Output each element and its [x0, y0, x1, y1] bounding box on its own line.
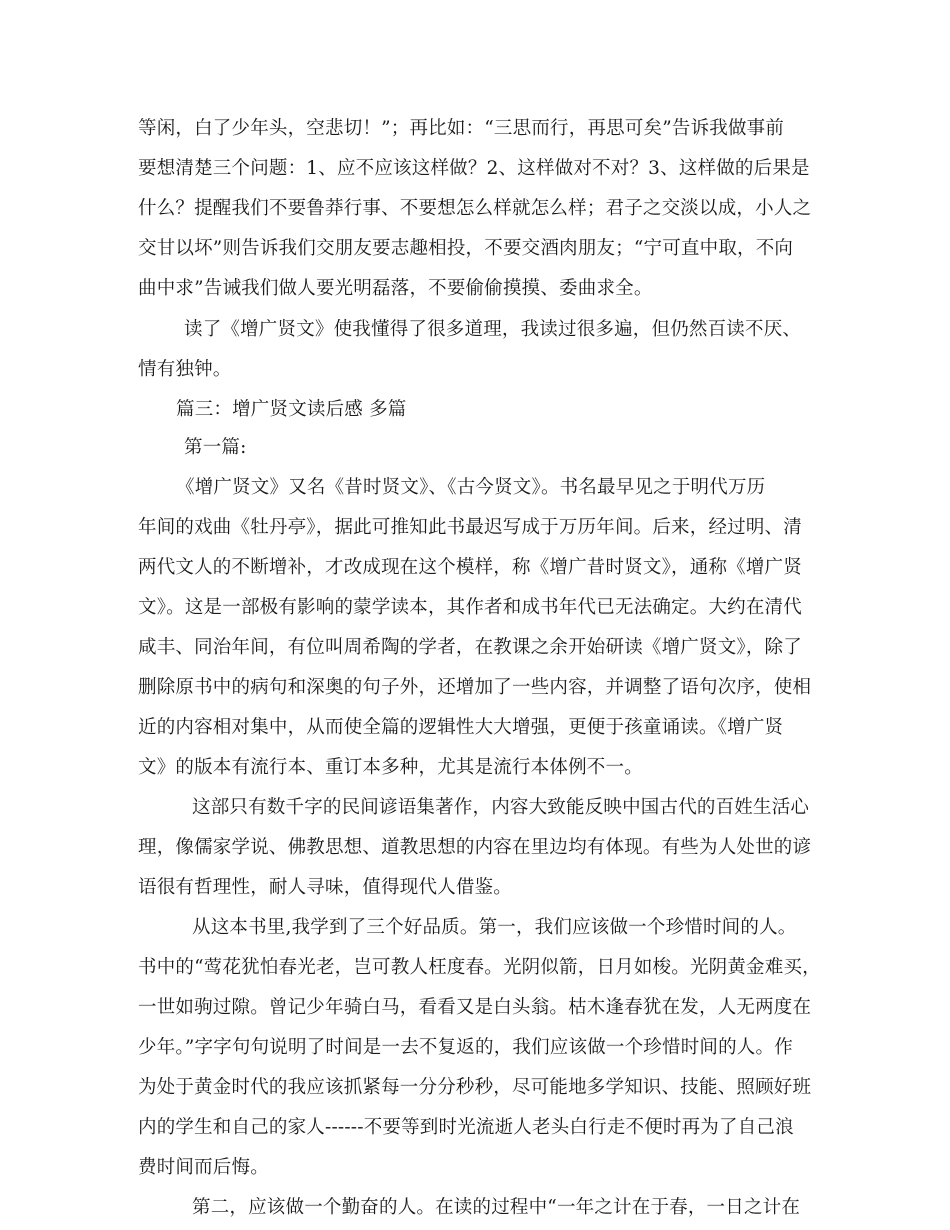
text-line: 语很有哲理性，耐人寻味，值得现代人借鉴。	[138, 877, 513, 898]
text-line: 咸丰、同治年间，有位叫周希陶的学者，在教课之余开始研读《增广贤文》，除了	[138, 637, 802, 658]
text-line: 等闲，白了少年头，空悲切！”；再比如：“三思而行，再思可矣”告诉我做事前	[138, 118, 785, 139]
paragraph-start-line: 《增广贤文》又名《昔时贤文》、《古今贤文》。书名最早见之于明代万历	[176, 477, 766, 498]
text-line: 文》的版本有流行本、重订本多种，尤其是流行本体例不一。	[138, 757, 643, 778]
paragraph-start-line: 从这本书里,我学到了三个好品质。第一，我们应该做一个珍惜时间的人。	[192, 917, 797, 938]
sub-heading: 第一篇:	[184, 437, 247, 458]
text-line: 删除原书中的病句和深奥的句子外，还增加了一些内容，并调整了语句次序，使相	[138, 677, 812, 698]
text-line: 理，像儒家学说、佛教思想、道教思想的内容在里边均有体现。有些为人处世的谚	[138, 837, 812, 858]
section-heading: 篇三：增广贤文读后感 多篇	[176, 399, 407, 420]
text-line: 费时间而后悔。	[138, 1157, 269, 1178]
text-line: 要想清楚三个问题：1、应不应该这样做？2、这样做对不对？3、这样做的后果是	[138, 158, 810, 179]
text-line: 曲中求”告诫我们做人要光明磊落，不要偷偷摸摸、委曲求全。	[138, 278, 653, 299]
paragraph-start-line: 第二，应该做一个勤奋的人。在读的过程中“一年之计在于春，一日之计在	[192, 1197, 801, 1218]
text-line: 近的内容相对集中，从而使全篇的逻辑性大大增强，更便于孩童诵读。《增广贤	[138, 717, 784, 738]
text-line: 情有独钟。	[138, 359, 232, 380]
text-line: 书中的“莺花犹怕春光老，岂可教人枉度春。光阴似箭，日月如梭。光阴黄金难买，	[138, 957, 821, 978]
paragraph-start-line: 这部只有数千字的民间谚语集著作，内容大致能反映中国古代的百姓生活心	[192, 797, 810, 818]
text-line: 什么？提醒我们不要鲁莽行事、不要想怎么样就怎么样；君子之交淡以成，小人之	[138, 198, 812, 219]
text-line: 年间的戏曲《牡丹亭》，据此可推知此书最迟写成于万历年间。后来，经过明、清	[138, 517, 802, 538]
text-line: 少年。”字字句句说明了时间是一去不复返的，我们应该做一个珍惜时间的人。作	[138, 1037, 793, 1058]
text-line: 一世如驹过隙。曾记少年骑白马，看看又是白头翁。枯木逢春犹在发，人无两度在	[138, 997, 812, 1018]
text-line: 内的学生和自己的家人------不要等到时光流逝人老头白行走不便时再为了自己浪	[138, 1117, 794, 1138]
text-line: 两代文人的不断增补，才改成现在这个模样，称《增广昔时贤文》，通称《增广贤	[138, 557, 802, 578]
text-line: 文》。这是一部极有影响的蒙学读本，其作者和成书年代已无法确定。大约在清代	[138, 597, 802, 618]
text-line: 为处于黄金时代的我应该抓紧每一分分秒秒，尽可能地多学知识、技能、照顾好班	[138, 1077, 812, 1098]
paragraph-start-line: 读了《增广贤文》使我懂得了很多道理，我读过很多遍，但仍然百读不厌、	[184, 319, 802, 340]
text-line: 交甘以坏”则告诉我们交朋友要志趣相投，不要交酒肉朋友；“宁可直中取，不向	[138, 238, 794, 259]
